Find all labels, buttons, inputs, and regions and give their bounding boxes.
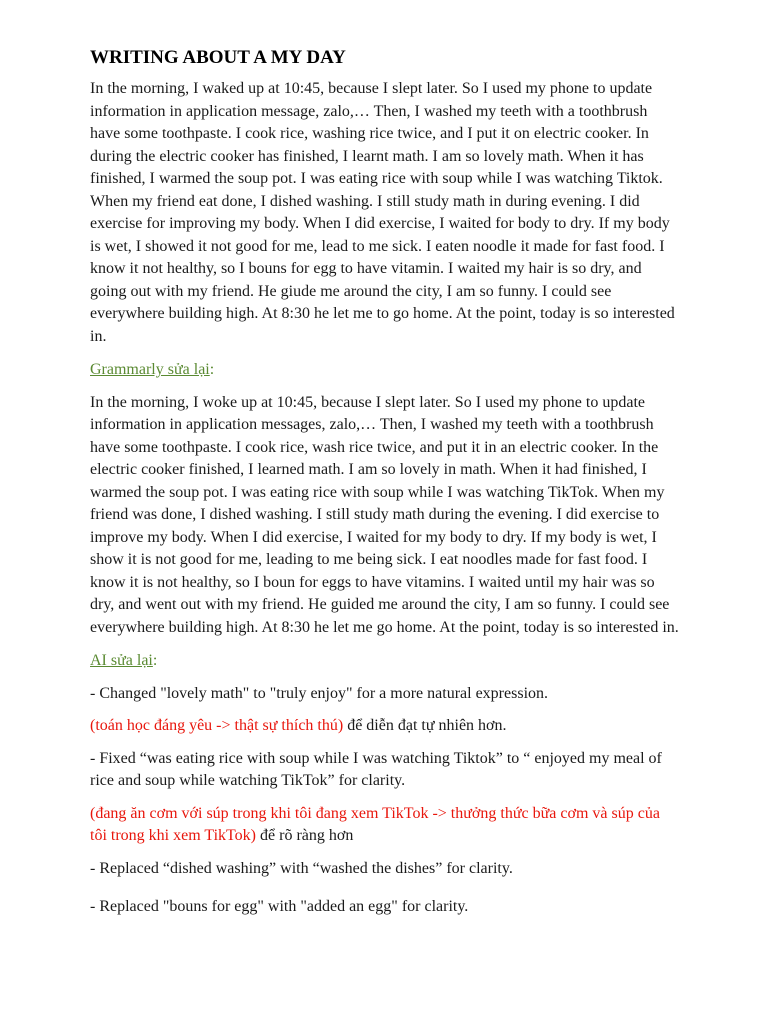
original-paragraph: In the morning, I waked up at 10:45, because I slept later. So I used my phone to update information in application message, zalo,… Then, I washed my teeth with a toothbrush have some toothpaste. I cook rice, washing rice twice, and I put it on electric cooker. In during the electric cooker has finished, I learnt math. I am so lovely math. When it has finished, I warmed the soup pot. I was eating rice with soup while I was watching Tiktok. When my friend eat done, I dished washing. I still study math in during evening. I did exercise for improving my body. When I did exercise, I waited for body to dry. If my body is wet, I showed it not good for me, lead to me sick. I eaten noodle it made for fast food. I know it not healthy, so I bouns for egg to have vitamin. I waited my hair is so dry, and going out with my friend. He giude me around the city, I am so funny. I could see everywhere building high. At 8:30 he let me to go home. At the point, today is so interested in. (90, 80, 675, 345)
correction-1-vietnamese (90, 715, 680, 738)
correction-2-vietnamese-rest: để rõ ràng hơn (256, 827, 354, 844)
correction-1-vietnamese-red: (toán học đáng yêu -> thật sự thích thú) (90, 717, 344, 734)
grammarly-heading-colon: : (209, 361, 215, 378)
ai-heading-colon: : (152, 652, 158, 669)
document-title: WRITING ABOUT A MY DAY (90, 47, 346, 68)
correction-2-vietnamese-red: (đang ăn cơm với súp trong khi tôi đang xem TikTok -> thưởng thức bữa cơm và súp của tôi trong khi xem TikTok) (90, 804, 660, 844)
ai-heading-link[interactable]: AI sửa lại (90, 652, 153, 669)
correction-4-english: - Replaced "bouns for egg" with "added an egg" for clarity. (90, 898, 469, 915)
correction-1-vietnamese-rest: để diễn đạt tự nhiên hơn. (343, 717, 507, 734)
correction-1-english: - Changed "lovely math" to "truly enjoy" for a more natural expression. (90, 684, 549, 702)
grammarly-paragraph: In the morning, I woke up at 10:45, because I slept later. So I used my phone to update information in application messages, zalo,… Then, I washed my teeth with a toothbrush have some toothpaste. I cook rice, wash rice twice, and put it in an electric cooker. In the electric cooker finished, I learned math. I am so lovely in math. When it had finished, I warmed the soup pot. I was eating rice with soup while I was watching TikTok. When my friend was done, I dished washing. I still study math during the evening. I did exercise to improve my body. When I did exercise, I waited for my body to dry. If my body is wet, I show it is not good for me, leading to me being sick. I eat noodles made for fast food. I know it is not healthy, so I boun for eggs to have vitamins. I waited until my hair was so dry, and went out with my friend. He guided me around the city, I am so funny. I could see everywhere building high. At 8:30 he let me go home. At the point, today is so interested in. (90, 393, 679, 636)
ai-heading (90, 650, 680, 673)
document-page (90, 46, 680, 929)
correction-2-vietnamese (90, 803, 680, 848)
grammarly-heading (90, 359, 680, 382)
grammarly-heading-link[interactable]: Grammarly sửa lại (90, 361, 210, 378)
correction-3-english: - Replaced “dished washing” with “washed the dishes” for clarity. (90, 859, 513, 877)
correction-2-english: - Fixed “was eating rice with soup while I was watching Tiktok” to “ enjoyed my meal of rice and soup while watching TikTok” for clarity. (90, 749, 662, 789)
